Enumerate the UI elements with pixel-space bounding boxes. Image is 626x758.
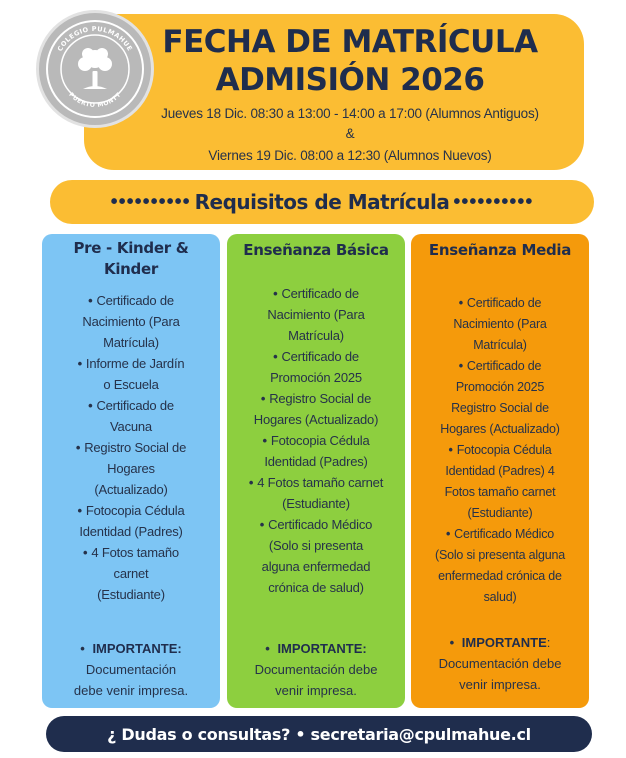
schedule-ampersand: & [345, 126, 355, 141]
list-item-cont: enfermedad crónica de [438, 569, 562, 583]
important-note: • IMPORTANTE: Documentación debe venir impresa. [233, 638, 399, 701]
list-item: • Fotocopia Cédula [262, 433, 370, 448]
list-item: • Fotocopia Cédula [77, 503, 185, 518]
important-text: Documentación [85, 662, 177, 677]
column-title-line: Kinder [104, 260, 158, 278]
important-note: • IMPORTANTE: Documentación debe venir impresa. [48, 638, 214, 701]
requirements-list [48, 290, 214, 605]
column-title: Enseñanza Básica [243, 241, 389, 259]
important-text: Documentación debe [254, 662, 378, 677]
list-item-cont: o Escuela [103, 377, 159, 392]
seal-text-bottom: PUERTO MONTT [67, 91, 123, 110]
column-title: Enseñanza Media [428, 241, 572, 259]
svg-text:PUERTO MONTT [67, 91, 123, 109]
list-item-cont: Identidad (Padres) 4 [445, 464, 555, 478]
list-item: • Informe de Jardín [77, 356, 185, 371]
requirements-title: Requisitos de Matrícula [194, 190, 450, 214]
list-item-cont: Identidad (Padres) [264, 454, 368, 469]
list-item-cont: Hogares [107, 461, 155, 476]
important-colon: : [546, 635, 551, 650]
list-item-cont: (Estudiante) [97, 587, 165, 602]
list-item-cont: Identidad (Padres) [79, 524, 183, 539]
list-item: • Registro Social de [260, 391, 372, 406]
list-item: • Certificado de [88, 398, 174, 413]
requirements-list [417, 293, 583, 608]
list-item-cont: Nacimiento (Para [453, 317, 547, 331]
important-label: IMPORTANTE: [277, 641, 367, 656]
list-item-cont: (Solo si presenta alguna [434, 548, 565, 562]
schedule-friday: Viernes 19 Dic. 08:00 a 12:30 (Alumnos Nuevos) [208, 148, 492, 163]
list-item-cont: Nacimiento (Para [82, 314, 180, 329]
list-item-cont: salud) [483, 590, 517, 604]
contact-footer [46, 716, 592, 752]
column-ensenanza-basica [227, 234, 405, 708]
list-item: • Fotocopia Cédula [448, 443, 552, 457]
list-item: • 4 Fotos tamaño carnet [248, 475, 384, 490]
important-text: Documentación debe [438, 656, 562, 671]
list-item-cont: Hogares (Actualizado) [440, 422, 560, 436]
requirements-list [233, 283, 399, 598]
requirements-banner [50, 180, 594, 224]
list-item-cont: (Solo si presenta [268, 538, 364, 553]
important-text: venir impresa. [459, 677, 541, 692]
schedule-thursday: Jueves 18 Dic. 08:30 a 13:00 - 14:00 a 17:00 (Alumnos Antiguos) [161, 106, 539, 121]
important-note: • IMPORTANTE: Documentación debe venir impresa. [417, 632, 583, 695]
list-item-cont: crónica de salud) [268, 580, 364, 595]
important-label: IMPORTANTE [461, 635, 547, 650]
column-ensenanza-media [411, 234, 589, 708]
important-text: venir impresa. [275, 683, 357, 698]
important-label: IMPORTANTE: [92, 641, 182, 656]
list-item-cont: (Estudiante) [467, 506, 533, 520]
list-item-cont: Fotos tamaño carnet [444, 485, 556, 499]
list-item-cont: Nacimiento (Para [267, 307, 365, 322]
important-text: debe venir impresa. [73, 683, 189, 698]
list-item: • Certificado de [273, 349, 359, 364]
list-item-cont: carnet [113, 566, 149, 581]
list-item: • Certificado Médico [259, 517, 373, 532]
list-item: • Certificado de [458, 296, 542, 310]
dots-right: •••••••••• [453, 190, 534, 213]
list-item: • Registro Social de [75, 440, 187, 455]
list-item: • Certificado de [273, 286, 359, 301]
list-item: • 4 Fotos tamaño [83, 545, 179, 560]
list-item-cont: Matrícula) [103, 335, 159, 350]
column-title-line: Pre - Kinder & [73, 239, 189, 257]
list-item-cont: Hogares (Actualizado) [253, 412, 379, 427]
column-title [48, 238, 214, 280]
list-item-cont: (Estudiante) [282, 496, 350, 511]
seal-text-top: COLEGIO PULMAHUE [55, 24, 135, 53]
title-line-1: FECHA DE MATRÍCULA [162, 24, 538, 60]
list-item-cont: Vacuna [110, 419, 152, 434]
column-prekinder-kinder [42, 234, 220, 708]
list-item: • Certificado Médico [445, 527, 555, 541]
title-line-2: ADMISIÓN 2026 [215, 62, 485, 98]
list-item: • Certificado de [458, 359, 542, 373]
list-item-cont: alguna enfermedad [261, 559, 371, 574]
list-item-cont: Promoción 2025 [270, 370, 362, 385]
dots-left: •••••••••• [110, 190, 191, 213]
list-item-cont: Promoción 2025 [455, 380, 545, 394]
list-item-cont: Matrícula) [473, 338, 527, 352]
list-item-cont: Matrícula) [288, 328, 344, 343]
list-item: • Certificado de [88, 293, 174, 308]
list-item-cont: (Actualizado) [94, 482, 168, 497]
list-item-cont: Registro Social de [451, 401, 549, 415]
contact-text: ¿ Dudas o consultas? • secretaria@cpulmahue.cl [107, 724, 531, 744]
